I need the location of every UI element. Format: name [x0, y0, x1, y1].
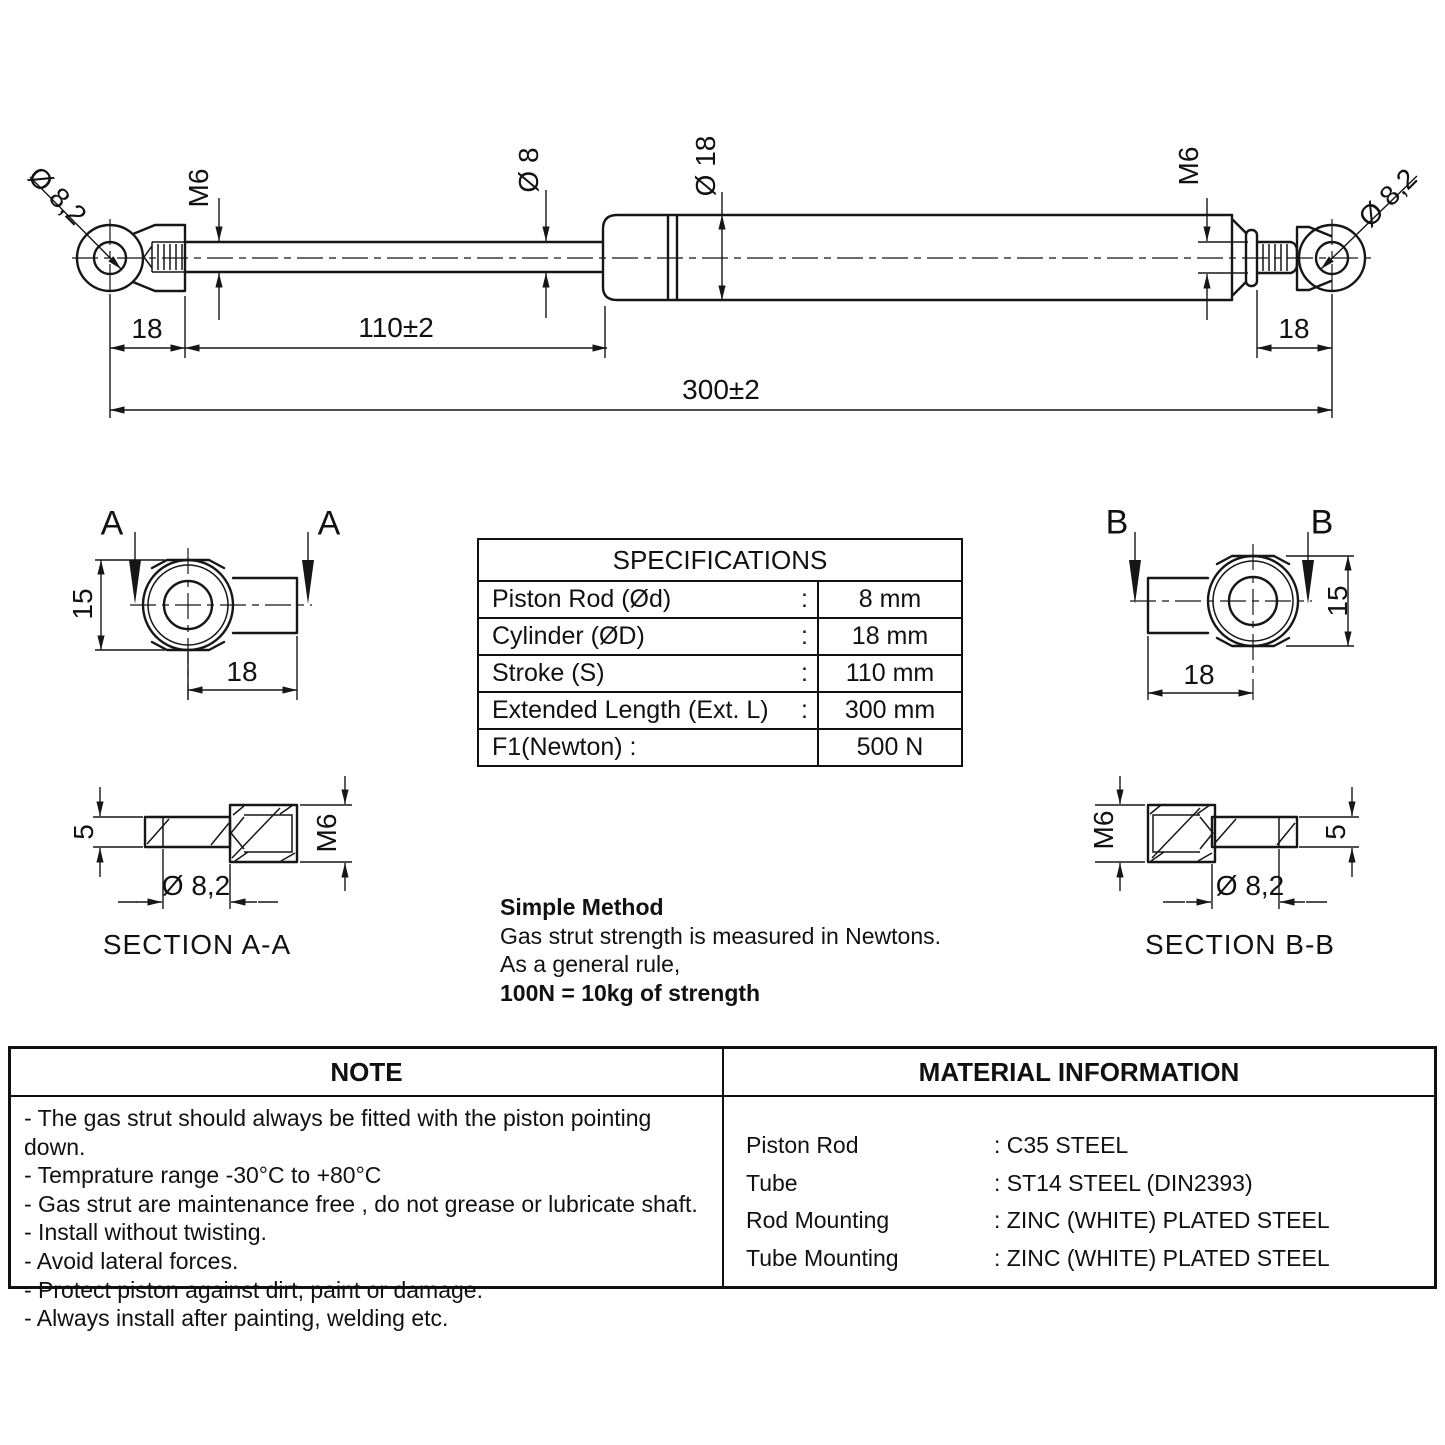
- spec-value: 8 mm: [858, 585, 922, 613]
- material-title: MATERIAL INFORMATION: [724, 1049, 1434, 1097]
- spec-row-cylinder: [479, 619, 961, 656]
- simple-method-line1: Gas strut strength is measured in Newtons.: [500, 922, 942, 949]
- section-arrow-a-right: [302, 560, 314, 604]
- note-title: NOTE: [11, 1049, 722, 1097]
- spec-value: 300 mm: [844, 696, 936, 724]
- spec-row-f1: [479, 730, 961, 765]
- cut-letter-a-right: A: [317, 504, 341, 543]
- spec-row-stroke: [479, 656, 961, 693]
- dia18-label: Ø 18: [690, 135, 721, 197]
- aa-18-label: 18: [226, 656, 258, 687]
- sb-nut: [1148, 805, 1215, 862]
- simple-method-line3: 100N = 10kg of strength: [500, 979, 761, 1006]
- aa-15-label: 15: [67, 588, 98, 620]
- note-list: [11, 1097, 722, 1333]
- section-arrow-a-left: [129, 560, 141, 604]
- cut-letter-b-left: B: [1105, 503, 1129, 542]
- dim-18-right-label: 18: [1278, 313, 1310, 344]
- m6-left-label: M6: [183, 168, 214, 208]
- sb-nut-thread: [1153, 815, 1213, 852]
- note-item: - Protect piston against dirt, paint or damage.: [24, 1276, 483, 1303]
- material-label: Tube Mounting: [746, 1244, 899, 1271]
- spec-row-piston-rod: [479, 582, 961, 619]
- spec-colon: :: [801, 659, 808, 687]
- dim-total-label: 300±2: [682, 374, 760, 405]
- simple-method-note: [500, 893, 941, 1007]
- material-value: : ZINC (WHITE) PLATED STEEL: [994, 1244, 1330, 1271]
- dia8-label: Ø 8: [513, 147, 544, 193]
- material-row: [746, 1165, 1426, 1203]
- left-thread-crests: [158, 244, 182, 270]
- spec-row-extended-length: [479, 693, 961, 730]
- material-label: Tube: [746, 1169, 798, 1196]
- spec-value: 110 mm: [845, 659, 935, 687]
- section-bb-title: SECTION B-B: [1145, 929, 1335, 960]
- material-value: : ST14 STEEL (DIN2393): [994, 1169, 1253, 1196]
- material-column: [724, 1049, 1434, 1286]
- spec-label: Extended Length (Ext. L): [492, 696, 769, 724]
- dim-18-left-label: 18: [131, 313, 163, 344]
- spec-table-title: SPECIFICATIONS: [479, 540, 961, 582]
- dim-stroke-label: 110±2: [358, 312, 434, 343]
- material-row: [746, 1202, 1426, 1240]
- note-item: - Avoid lateral forces.: [24, 1247, 239, 1274]
- section-arrow-b-left: [1129, 560, 1141, 604]
- material-label: Piston Rod: [746, 1132, 859, 1158]
- m6-right-label: M6: [1173, 146, 1204, 186]
- spec-colon: :: [801, 622, 808, 650]
- material-value: : C35 STEEL: [994, 1132, 1129, 1158]
- note-item: - Gas strut are maintenance free , do not grease or lubricate shaft.: [24, 1190, 698, 1217]
- sa-nut: [230, 805, 297, 862]
- spec-value: 18 mm: [851, 622, 929, 650]
- note-item: - Always install after painting, welding etc.: [24, 1305, 449, 1332]
- specifications-table: [477, 538, 963, 767]
- spec-label: Cylinder (ØD): [492, 622, 645, 650]
- sb-m6-label: M6: [1088, 810, 1119, 850]
- material-row: [746, 1127, 1426, 1165]
- material-label: Rod Mounting: [746, 1207, 890, 1233]
- view-b-b: [1129, 532, 1354, 700]
- bb-eyelet-boss: [1148, 578, 1208, 633]
- cut-letter-a-left: A: [100, 504, 124, 543]
- sb-dia82-label: Ø 8,2: [1215, 870, 1285, 901]
- note-item: - The gas strut should always be fitted with the piston pointing down.: [24, 1105, 652, 1160]
- simple-method-title: Simple Method: [500, 894, 664, 920]
- sa-dia82-label: Ø 8,2: [161, 870, 231, 901]
- note-item: - Temprature range -30°C to +80°C: [24, 1162, 382, 1189]
- view-a-a: [95, 532, 314, 700]
- sa-5-label: 5: [68, 824, 99, 840]
- sa-shaft-hatch: [147, 819, 229, 845]
- spec-value: 500 N: [856, 733, 924, 761]
- bb-18-label: 18: [1183, 659, 1215, 690]
- spec-label: Piston Rod (Ød): [492, 585, 672, 613]
- material-value: : ZINC (WHITE) PLATED STEEL: [994, 1207, 1330, 1233]
- material-row: [746, 1240, 1426, 1278]
- section-arrow-b-right: [1302, 560, 1314, 604]
- note-material-table: [8, 1046, 1437, 1332]
- sb-5-label: 5: [1320, 824, 1351, 840]
- note-column: [11, 1049, 724, 1332]
- sb-shaft-hatch: [1214, 819, 1295, 845]
- bb-15-label: 15: [1322, 585, 1353, 617]
- simple-method-line2: As a general rule,: [500, 951, 681, 977]
- piston-rod: [185, 242, 603, 272]
- sa-m6-label: M6: [311, 813, 342, 853]
- note-item: - Install without twisting.: [24, 1219, 267, 1246]
- material-list: [724, 1097, 1434, 1277]
- spec-label: Stroke (S): [492, 659, 605, 687]
- dia82-right-label: Ø 8,2: [1352, 162, 1423, 233]
- sa-nut-thread: [231, 815, 292, 852]
- spec-colon: :: [801, 696, 808, 724]
- cut-letter-b-right: B: [1310, 503, 1334, 542]
- spec-colon: :: [801, 585, 808, 613]
- dia82-left-label: Ø 8,2: [22, 160, 93, 231]
- section-aa-title: SECTION A-A: [102, 929, 292, 960]
- spec-label: F1(Newton) :: [492, 733, 637, 761]
